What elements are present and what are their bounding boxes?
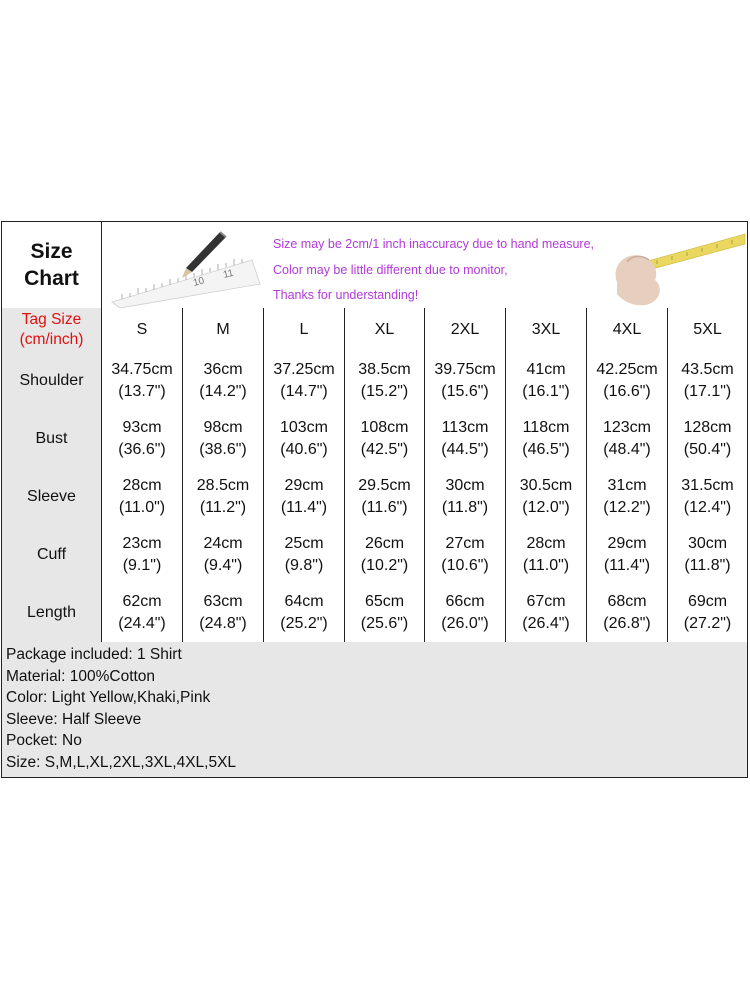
measurement-row: [2, 468, 747, 527]
measurement-inch: (26.4"): [522, 615, 570, 632]
measurement-label: [2, 468, 102, 526]
measurement-inch: (11.4"): [603, 557, 651, 574]
measurement-inch: (11.6"): [361, 499, 408, 516]
tag-size-label-line2: (cm/inch): [19, 331, 84, 348]
measurement-cell: [587, 526, 668, 584]
size-label: M: [216, 321, 230, 338]
size-label: 3XL: [531, 321, 561, 338]
measurement-cm: 34.75cm: [111, 361, 173, 378]
size-column-header: [506, 308, 587, 352]
measurement-inch: (9.4"): [203, 557, 243, 574]
measurement-inch: (10.6"): [441, 557, 489, 574]
measurement-cell: [102, 584, 183, 642]
title-line-size: Size: [30, 240, 73, 263]
note-thanks: Thanks for understanding!: [273, 288, 419, 302]
measurement-cm: 29.5cm: [358, 477, 411, 494]
measurement-cell: [587, 352, 668, 410]
measurement-inch: (11.2"): [199, 499, 247, 516]
measurement-cell: [183, 584, 264, 642]
measurement-inch: (9.8"): [284, 557, 324, 574]
measurement-cell: [587, 410, 668, 468]
measurement-name: Cuff: [36, 546, 67, 563]
measurement-cell: [425, 410, 506, 468]
tag-size-label: [2, 308, 102, 352]
measurement-cell: [587, 468, 668, 526]
measurement-cell: [345, 468, 425, 526]
measurement-cell: [668, 352, 747, 410]
ruler-pencil-icon: [102, 222, 267, 308]
measurement-inch: (25.2"): [280, 615, 328, 632]
measurement-inch: (17.1"): [683, 383, 732, 400]
measurement-inch: (42.5"): [360, 441, 409, 458]
measurement-banner: [102, 222, 747, 308]
measurement-cell: [102, 468, 183, 526]
measurement-cm: 39.75cm: [434, 361, 496, 378]
measurement-cell: [345, 526, 425, 584]
measurement-inch: (48.4"): [603, 441, 651, 458]
measurement-cell: [264, 410, 345, 468]
measurement-cell: [102, 410, 183, 468]
info-sizes: Size: S,M,L,XL,2XL,3XL,4XL,5XL: [6, 754, 237, 771]
measurement-cm: 69cm: [687, 593, 728, 610]
size-label: XL: [374, 321, 395, 338]
measurement-cm: 68cm: [607, 593, 647, 610]
size-header-row: [2, 308, 747, 353]
measurement-inch: (26.0"): [441, 615, 489, 632]
measurement-inch: (27.2"): [683, 615, 732, 632]
measurement-inch: (26.8"): [603, 615, 651, 632]
measurement-row: [2, 410, 747, 469]
measurement-cell: [183, 410, 264, 468]
measurement-cm: 36cm: [203, 361, 243, 378]
measurement-inch: (11.0"): [522, 557, 570, 574]
product-info: [2, 642, 747, 777]
measurement-cm: 29cm: [284, 477, 324, 494]
measurement-cm: 41cm: [526, 361, 566, 378]
measurement-cm: 43.5cm: [681, 361, 734, 378]
measurement-cell: [668, 410, 747, 468]
measurement-inch: (44.5"): [441, 441, 489, 458]
measurement-cm: 30cm: [445, 477, 485, 494]
measurement-cm: 26cm: [364, 535, 405, 552]
measurement-cell: [587, 584, 668, 642]
info-color: Color: Light Yellow,Khaki,Pink: [6, 689, 211, 706]
size-chart-title: [2, 222, 102, 308]
tag-size-label-line1: Tag Size: [21, 311, 82, 328]
size-column-header: [264, 308, 345, 352]
measurement-inch: (50.4"): [683, 441, 732, 458]
measurement-row: [2, 352, 747, 411]
note-inaccuracy: Size may be 2cm/1 inch inaccuracy due to hand measure,: [273, 237, 595, 251]
measurement-cm: 67cm: [526, 593, 566, 610]
measurement-name: Shoulder: [19, 372, 84, 389]
measurement-cell: [425, 584, 506, 642]
measurement-cell: [506, 352, 587, 410]
measurement-cm: 23cm: [122, 535, 162, 552]
measurement-inch: (10.2"): [360, 557, 409, 574]
measurement-cm: 113cm: [441, 419, 489, 436]
measurement-cell: [425, 526, 506, 584]
measurement-cm: 42.25cm: [596, 361, 658, 378]
measurement-inch: (12.2"): [603, 499, 651, 516]
size-label: 4XL: [612, 321, 642, 338]
measurement-inch: (13.7"): [118, 383, 166, 400]
measurement-cm: 98cm: [203, 419, 243, 436]
measurement-cell: [183, 526, 264, 584]
ruler-number: 10: [192, 275, 206, 289]
measurement-name: Sleeve: [27, 488, 76, 505]
measurement-cm: 118cm: [522, 419, 570, 436]
size-column-header: [183, 308, 264, 352]
measurement-cm: 31.5cm: [681, 477, 734, 494]
size-column-header: [345, 308, 425, 352]
measurement-cell: [506, 526, 587, 584]
measurement-cm: 30cm: [687, 535, 728, 552]
measurement-inch: (11.8"): [684, 557, 731, 574]
info-pocket: Pocket: No: [6, 732, 82, 749]
measurement-inch: (25.6"): [360, 615, 409, 632]
measurement-cell: [264, 352, 345, 410]
measurement-inch: (16.1"): [522, 383, 570, 400]
measurement-cm: 29cm: [607, 535, 647, 552]
measurement-inch: (11.0"): [118, 499, 166, 516]
measurement-cm: 38.5cm: [358, 361, 411, 378]
measurement-cm: 25cm: [284, 535, 324, 552]
size-column-header: [668, 308, 747, 352]
measurement-inch: (15.6"): [441, 383, 489, 400]
measurement-cell: [506, 468, 587, 526]
size-column-header: [425, 308, 506, 352]
note-color: Color may be little different due to monitor,: [273, 263, 508, 277]
measurement-cm: 108cm: [360, 419, 409, 436]
measurement-cm: 123cm: [602, 419, 652, 436]
measurement-inch: (16.6"): [603, 383, 651, 400]
size-label: 5XL: [693, 321, 722, 338]
measurement-cell: [264, 468, 345, 526]
size-label: L: [299, 321, 309, 338]
info-sleeve: Sleeve: Half Sleeve: [6, 711, 142, 728]
measurement-cm: 28cm: [526, 535, 566, 552]
measurement-cell: [668, 468, 747, 526]
measurement-cm: 64cm: [284, 593, 324, 610]
measurement-cm: 37.25cm: [273, 361, 335, 378]
measurement-cm: 93cm: [122, 419, 162, 436]
measurement-cm: 128cm: [683, 419, 732, 436]
measurement-cell: [425, 468, 506, 526]
measurement-inch: (11.8"): [441, 499, 489, 516]
title-line-chart: Chart: [24, 267, 79, 290]
measurement-inch: (24.4"): [118, 615, 166, 632]
size-label: S: [136, 321, 148, 338]
measurement-cm: 28cm: [122, 477, 162, 494]
size-column-header: [587, 308, 668, 352]
size-chart-header: [2, 222, 747, 309]
size-column-header: [102, 308, 183, 352]
measurement-cm: 28.5cm: [196, 477, 250, 494]
measurement-cell: [506, 584, 587, 642]
measurement-label: [2, 584, 102, 642]
ruler-number: 11: [222, 267, 235, 281]
info-package: Package included: 1 Shirt: [6, 646, 182, 663]
measurement-label: [2, 410, 102, 468]
measurement-cell: [264, 526, 345, 584]
measurement-cell: [668, 584, 747, 642]
measurement-cm: 24cm: [203, 535, 243, 552]
measurement-cell: [183, 352, 264, 410]
measurement-inch: (38.6"): [199, 441, 247, 458]
measurement-inch: (12.4"): [683, 499, 732, 516]
measurement-inch: (46.5"): [522, 441, 570, 458]
measurement-cm: 63cm: [203, 593, 243, 610]
measurement-cell: [506, 410, 587, 468]
tape-measure-hand-icon: [597, 222, 747, 308]
size-label: 2XL: [450, 321, 480, 338]
measurement-name: Bust: [35, 430, 68, 447]
measurement-inch: (24.8"): [199, 615, 247, 632]
measurement-cm: 30.5cm: [519, 477, 573, 494]
measurement-cm: 66cm: [445, 593, 485, 610]
measurement-cell: [345, 410, 425, 468]
measurement-inch: (9.1"): [122, 557, 162, 574]
measurement-cell: [183, 468, 264, 526]
measurement-inch: (14.7"): [280, 383, 328, 400]
measurement-cm: 27cm: [445, 535, 485, 552]
measurement-cm: 62cm: [122, 593, 162, 610]
measurement-cell: [668, 526, 747, 584]
measurement-cell: [425, 352, 506, 410]
measurement-cm: 103cm: [279, 419, 329, 436]
measurement-cell: [102, 526, 183, 584]
measurement-cell: [345, 584, 425, 642]
size-chart: [1, 221, 748, 778]
measurement-cell: [264, 584, 345, 642]
measurement-inch: (11.4"): [280, 499, 328, 516]
measurement-name: Length: [27, 604, 76, 621]
measurement-row: [2, 584, 747, 643]
measurement-label: [2, 526, 102, 584]
measurement-inch: (14.2"): [199, 383, 247, 400]
info-material: Material: 100%Cotton: [6, 668, 156, 685]
measurement-inch: (36.6"): [118, 441, 166, 458]
measurement-cell: [102, 352, 183, 410]
measurement-cm: 31cm: [607, 477, 647, 494]
measurement-cm: 65cm: [364, 593, 405, 610]
measurement-row: [2, 526, 747, 585]
measurement-inch: (40.6"): [280, 441, 328, 458]
measurement-cell: [345, 352, 425, 410]
measurement-inch: (12.0"): [522, 499, 570, 516]
measurement-inch: (15.2"): [360, 383, 409, 400]
measurement-label: [2, 352, 102, 410]
